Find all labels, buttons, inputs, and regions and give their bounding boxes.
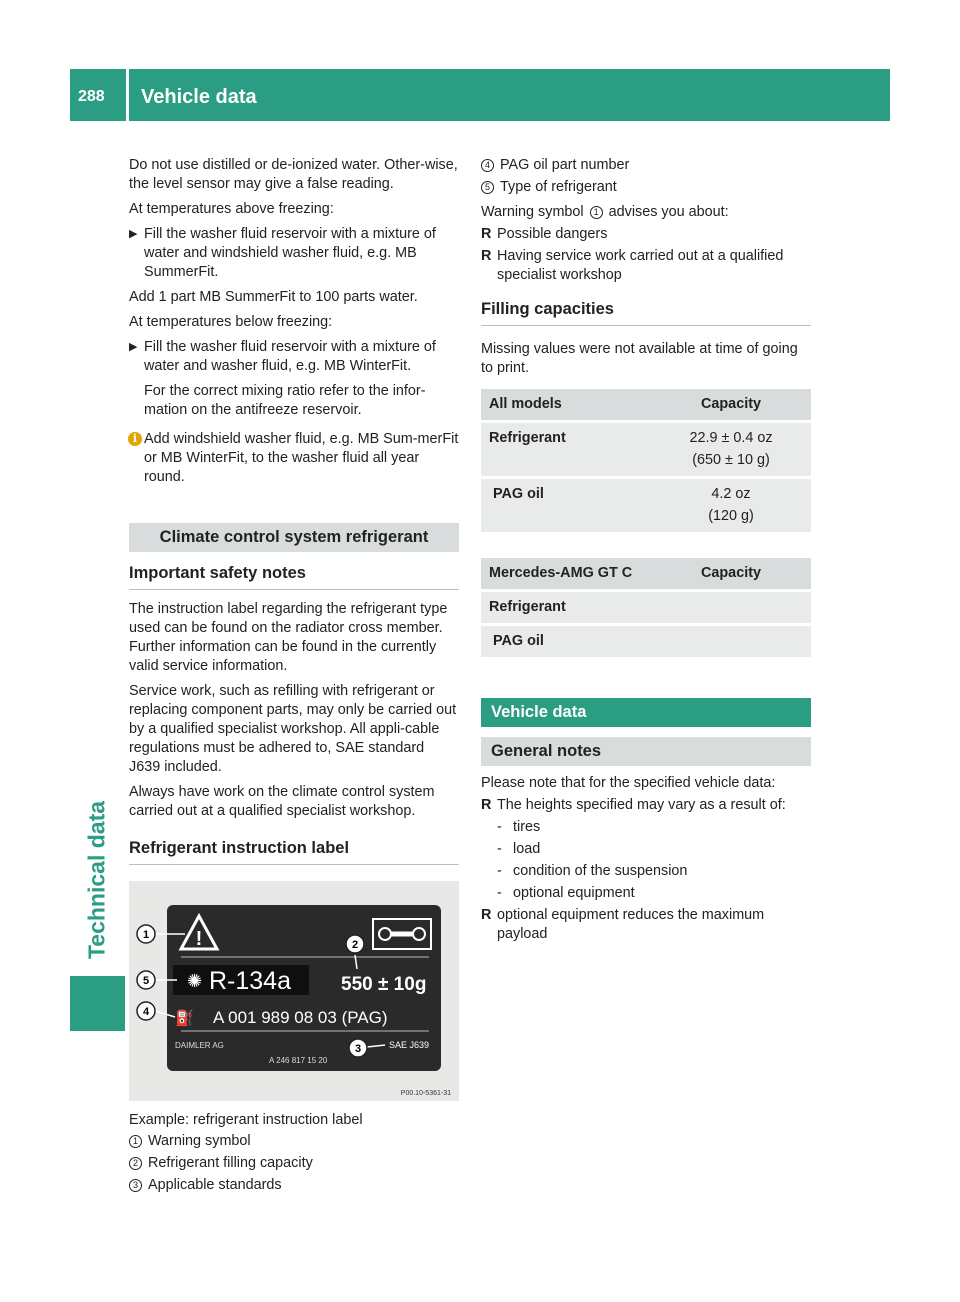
right-column xyxy=(481,156,811,947)
arrow-icon: ▶ xyxy=(129,341,138,353)
paragraph: At temperatures above freezing: xyxy=(129,201,334,217)
table-header-cell: Mercedes-AMG GT C xyxy=(481,558,651,589)
callout-number: 5 xyxy=(481,181,494,194)
refrigerant-label-figure xyxy=(129,881,459,1101)
paragraph: Add 1 part MB SummerFit to 100 parts water. xyxy=(129,289,418,305)
refrigerant-label-image xyxy=(129,881,459,1101)
section-heading-bar: Climate control system refrigerant xyxy=(129,523,459,552)
table-cell xyxy=(651,592,811,623)
instruction-step xyxy=(129,225,459,282)
info-text: Add windshield washer fluid, e.g. MB Sum-merFit or MB WinterFit, to the washer fluid all year round. xyxy=(144,431,459,485)
table-cell: Refrigerant xyxy=(481,592,651,623)
paragraph: Service work, such as refilling with refrigerant or replacing component parts, may only be carried out by a qualified specialist workshop. All appli-cable regulations must be adhered to, SAE standard J639 included. xyxy=(129,683,457,775)
svg-text:⛽: ⛽ xyxy=(175,1009,194,1027)
table-cell: 22.9 ± 0.4 oz (650 ± 10 g) xyxy=(651,423,811,476)
label-maker-text: DAIMLER AG xyxy=(175,1041,224,1050)
label-standard-text: SAE J639 xyxy=(389,1040,430,1050)
arrow-icon: ▶ xyxy=(129,228,138,240)
list-item: R The heights specified may vary as a result of: xyxy=(481,797,786,813)
callout-3: 3 xyxy=(354,1043,362,1055)
sub-list-item: - tires xyxy=(497,819,541,835)
sub-list-item: - condition of the suspension xyxy=(497,863,688,879)
legend-item xyxy=(129,1132,459,1151)
table-row xyxy=(481,592,811,623)
callout-number: 4 xyxy=(481,159,494,172)
table-row xyxy=(481,423,811,476)
callout-2: 2 xyxy=(351,939,359,951)
capacity-table-all-models xyxy=(481,386,811,535)
legend-text: Applicable standards xyxy=(148,1177,282,1193)
capacity-table-amg-gt-c xyxy=(481,555,811,660)
callout-5: 5 xyxy=(142,975,150,987)
info-note xyxy=(129,430,459,487)
table-row xyxy=(481,626,811,657)
label-code-text: A 246 817 15 20 xyxy=(269,1056,328,1065)
list-item: R Having service work carried out at a qualified specialist workshop xyxy=(481,248,784,283)
table-cell: PAG oil xyxy=(481,479,651,532)
instruction-text: Fill the washer fluid reservoir with a mixture of water and washer fluid, e.g. MB WinterFit. xyxy=(144,339,436,374)
list-item: R Possible dangers xyxy=(481,226,608,242)
callout-number: 2 xyxy=(129,1157,142,1170)
svg-text:!: ! xyxy=(195,928,203,950)
page-title: Vehicle data xyxy=(141,86,257,108)
paragraph: At temperatures below freezing: xyxy=(129,314,333,330)
legend-text: Warning symbol xyxy=(148,1133,251,1149)
legend-item xyxy=(481,178,811,197)
section-heading-bar: Vehicle data xyxy=(481,698,811,727)
instruction-text: Fill the washer fluid reservoir with a mixture of water and windshield washer fluid, e.g. MB SummerFit. xyxy=(144,226,436,280)
table-cell: 4.2 oz (120 g) xyxy=(651,479,811,532)
paragraph: Missing values were not available at time of going to print. xyxy=(481,341,798,376)
legend-text: Type of refrigerant xyxy=(500,179,617,195)
paragraph: Please note that for the specified vehicle data: xyxy=(481,775,776,791)
instruction-note: For the correct mixing ratio refer to the infor-mation on the antifreeze reservoir. xyxy=(144,383,426,418)
legend-item xyxy=(129,1154,459,1173)
figure-caption: Example: refrigerant instruction label xyxy=(129,1112,363,1128)
table-header-cell: All models xyxy=(481,389,651,420)
label-part-text: A 001 989 08 03 (PAG) xyxy=(213,1008,388,1027)
paragraph: Do not use distilled or de-ionized water. Other-wise, the level sensor may give a false reading. xyxy=(129,157,458,192)
label-refrigerant-text: R-134a xyxy=(209,967,291,995)
list-item: R optional equipment reduces the maximum payload xyxy=(481,907,765,942)
callout-number: 1 xyxy=(129,1135,142,1148)
table-header-row xyxy=(481,389,811,420)
info-icon: i xyxy=(128,432,142,446)
subheading: Important safety notes xyxy=(129,564,459,590)
side-tab-marker xyxy=(70,976,125,1031)
callout-number: 3 xyxy=(129,1179,142,1192)
legend-text: Refrigerant filling capacity xyxy=(148,1155,313,1171)
callout-4: 4 xyxy=(142,1006,150,1018)
table-cell xyxy=(651,626,811,657)
subheading: Filling capacities xyxy=(481,300,811,326)
left-column xyxy=(129,156,459,1198)
legend-item xyxy=(481,156,811,175)
table-row xyxy=(481,479,811,532)
table-header-cell: Capacity xyxy=(651,558,811,589)
side-tab-label: Technical data xyxy=(83,800,110,960)
page-number: 288 xyxy=(78,88,105,105)
sub-list-item: - optional equipment xyxy=(497,885,635,901)
section-heading-bar: General notes xyxy=(481,737,811,766)
table-cell: Refrigerant xyxy=(481,423,651,476)
table-header-cell: Capacity xyxy=(651,389,811,420)
side-tab xyxy=(70,790,125,970)
figure-code: P00.10-5361-31 xyxy=(400,1090,451,1097)
callout-1: 1 xyxy=(142,929,150,941)
table-cell: PAG oil xyxy=(481,626,651,657)
subheading: Refrigerant instruction label xyxy=(129,839,459,865)
paragraph: Always have work on the climate control system carried out at a qualified specialist workshop. xyxy=(129,784,435,819)
paragraph: The instruction label regarding the refrigerant type used can be found on the radiator cross member. Further information can be found in the currently valid service information. xyxy=(129,601,448,674)
warning-intro: Warning symbol 1 advises you about: xyxy=(481,204,729,220)
header-separator xyxy=(126,69,129,121)
table-header-row xyxy=(481,558,811,589)
label-capacity-text: 550 ± 10g xyxy=(341,974,427,995)
instruction-step xyxy=(129,338,459,376)
svg-text:✺: ✺ xyxy=(187,971,203,992)
callout-number: 1 xyxy=(590,206,603,219)
sub-list-item: - load xyxy=(497,841,541,857)
legend-text: PAG oil part number xyxy=(500,157,630,173)
legend-item xyxy=(129,1176,459,1195)
